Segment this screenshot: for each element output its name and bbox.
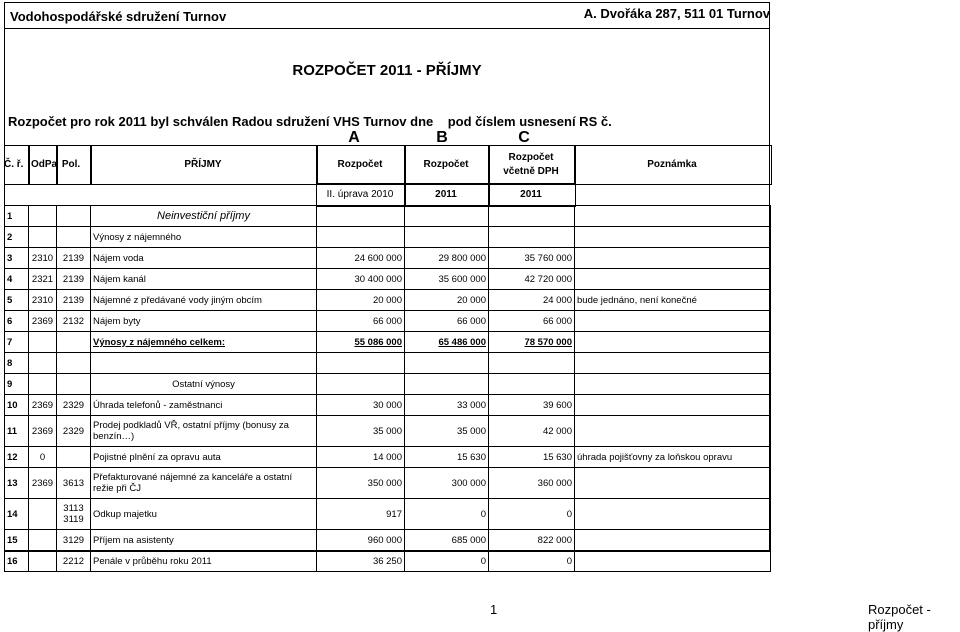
note-cell: úhrada pojišťovny za loňskou opravu [575,447,771,468]
amount-c-cell: 39 600 [489,395,575,416]
table-row [5,248,771,269]
item-name-cell: Nájem kanál [91,269,317,290]
row-number-cell: 10 [5,395,29,416]
amount-a-cell [317,374,405,395]
column-letter-a: A [348,129,360,146]
amount-a-cell: 30 400 000 [317,269,405,290]
odpa-cell: 2369 [29,395,57,416]
amount-c-cell: 42 720 000 [489,269,575,290]
item-name-cell: Nájem voda [91,248,317,269]
amount-b-cell: 15 630 [405,447,489,468]
amount-a-cell: 30 000 [317,395,405,416]
pol-cell [57,374,91,395]
header-note: Poznámka [647,159,697,170]
amount-c-cell: 15 630 [489,447,575,468]
amount-b-cell [405,206,489,227]
note-cell [575,227,771,248]
table-row [5,416,771,447]
note-cell [575,206,771,227]
table-row [5,353,771,374]
header-b-sub: 2011 [435,189,457,200]
amount-a-cell: 960 000 [317,530,405,551]
header-c-sub: 2011 [520,189,542,200]
amount-b-cell: 685 000 [405,530,489,551]
table-row [5,499,771,530]
note-cell [575,311,771,332]
item-name-cell: Výnosy z nájemného celkem: [91,332,317,353]
header-divider [4,28,770,29]
odpa-cell [29,530,57,551]
amount-c-cell: 66 000 [489,311,575,332]
pol-cell: 3113 3119 [57,499,91,530]
amount-b-cell: 29 800 000 [405,248,489,269]
column-header [4,145,770,205]
header-c-label: Rozpočet včetně DPH [503,152,559,177]
amount-c-cell: 24 000 [489,290,575,311]
odpa-cell [29,353,57,374]
amount-b-cell [405,227,489,248]
item-name-cell: Nájemné z předávané vody jiným obcím [91,290,317,311]
item-name-cell: Výnosy z nájemného [91,227,317,248]
item-name-cell: Úhrada telefonů - zaměstnanci [91,395,317,416]
item-name-cell [91,353,317,374]
page-title: ROZPOČET 2011 - PŘÍJMY [292,62,482,79]
amount-b-cell [405,374,489,395]
note-cell [575,416,771,447]
amount-b-cell: 66 000 [405,311,489,332]
table-row [5,374,771,395]
header-cr: Č. ř. [4,159,24,170]
amount-c-cell [489,374,575,395]
item-name-cell: Přefakturované nájemné za kanceláře a ostatní režie při ČJ [91,468,317,499]
amount-a-cell: 36 250 [317,551,405,572]
pol-cell: 2212 [57,551,91,572]
header-odpa: OdPa [30,159,58,170]
note-cell [575,395,771,416]
note-cell [575,269,771,290]
row-number-cell: 12 [5,447,29,468]
amount-a-cell: 14 000 [317,447,405,468]
amount-b-cell [405,353,489,374]
amount-a-cell [317,206,405,227]
header-pol: Pol. [61,159,81,170]
column-letter-c: C [518,129,530,146]
table-row [5,269,771,290]
table-row [5,332,771,353]
item-name-cell: Neinvestiční příjmy [91,206,317,227]
odpa-cell: 0 [29,447,57,468]
amount-c-cell: 0 [489,499,575,530]
row-number-cell: 6 [5,311,29,332]
amount-c-cell: 35 760 000 [489,248,575,269]
note-cell [575,248,771,269]
odpa-cell [29,206,57,227]
row-number-cell: 15 [5,530,29,551]
table-row [5,227,771,248]
pol-cell: 3613 [57,468,91,499]
amount-c-cell: 78 570 000 [489,332,575,353]
pol-cell: 2139 [57,269,91,290]
amount-a-cell [317,353,405,374]
note-cell [575,551,771,572]
amount-a-cell [317,227,405,248]
item-name-cell: Odkup majetku [91,499,317,530]
item-name-cell: Příjem na asistenty [91,530,317,551]
amount-a-cell: 55 086 000 [317,332,405,353]
amount-c-cell: 0 [489,551,575,572]
amount-c-cell: 42 000 [489,416,575,447]
amount-a-cell: 20 000 [317,290,405,311]
table-row [5,468,771,499]
row-number-cell: 14 [5,499,29,530]
odpa-cell: 2369 [29,311,57,332]
item-name-cell: Penále v průběhu roku 2011 [91,551,317,572]
header-a-label: Rozpočet [337,159,383,170]
amount-b-cell: 65 486 000 [405,332,489,353]
row-number-cell: 8 [5,353,29,374]
amount-a-cell: 66 000 [317,311,405,332]
approval-note: Rozpočet pro rok 2011 byl schválen Radou sdružení VHS Turnov dne pod číslem usnesení RS č. [8,114,612,129]
row-number-cell: 3 [5,248,29,269]
table-row [5,206,771,227]
note-cell [575,374,771,395]
pol-cell [57,447,91,468]
amount-c-cell [489,227,575,248]
odpa-cell [29,499,57,530]
table-row [5,290,771,311]
amount-b-cell: 35 600 000 [405,269,489,290]
odpa-cell: 2310 [29,248,57,269]
row-number-cell: 7 [5,332,29,353]
amount-b-cell: 300 000 [405,468,489,499]
item-name-cell: Prodej podkladů VŘ, ostatní příjmy (bonusy za benzín…) [91,416,317,447]
organization-name: Vodohospodářské sdružení Turnov [10,9,227,24]
row-number-cell: 13 [5,468,29,499]
odpa-cell: 2369 [29,416,57,447]
amount-b-cell: 0 [405,551,489,572]
amount-a-cell: 24 600 000 [317,248,405,269]
row-number-cell: 2 [5,227,29,248]
row-number-cell: 9 [5,374,29,395]
item-name-cell: Ostatní výnosy [91,374,317,395]
amount-c-cell [489,206,575,227]
amount-b-cell: 0 [405,499,489,530]
odpa-cell [29,374,57,395]
header-b-label: Rozpočet [423,159,469,170]
pol-cell [57,332,91,353]
odpa-cell [29,551,57,572]
column-letter-b: B [436,129,448,146]
amount-c-cell [489,353,575,374]
pol-cell: 2139 [57,290,91,311]
pol-cell: 2329 [57,416,91,447]
table-row [5,447,771,468]
sheet-name: Rozpočet - příjmy [868,602,931,632]
amount-b-cell: 20 000 [405,290,489,311]
page-number: 1 [490,602,498,617]
pol-cell: 2329 [57,395,91,416]
amount-a-cell: 917 [317,499,405,530]
amount-c-cell: 360 000 [489,468,575,499]
note-cell [575,468,771,499]
revenue-table [4,205,771,572]
row-number-cell: 16 [5,551,29,572]
row-number-cell: 1 [5,206,29,227]
odpa-cell: 2369 [29,468,57,499]
odpa-cell: 2310 [29,290,57,311]
odpa-cell: 2321 [29,269,57,290]
row-number-cell: 5 [5,290,29,311]
amount-c-cell: 822 000 [489,530,575,551]
note-cell [575,499,771,530]
note-cell: bude jednáno, není konečné [575,290,771,311]
note-cell [575,530,771,551]
amount-a-cell: 350 000 [317,468,405,499]
header-prijmy: PŘÍJMY [184,159,222,170]
pol-cell: 2139 [57,248,91,269]
amount-b-cell: 35 000 [405,416,489,447]
pol-cell: 3129 [57,530,91,551]
row-number-cell: 11 [5,416,29,447]
header-a-sub: II. úprava 2010 [326,189,394,200]
table-row [5,395,771,416]
table-row [5,311,771,332]
pol-cell [57,227,91,248]
amount-b-cell: 33 000 [405,395,489,416]
item-name-cell: Nájem byty [91,311,317,332]
table-row [5,530,771,551]
amount-a-cell: 35 000 [317,416,405,447]
odpa-cell [29,332,57,353]
organization-address: A. Dvořáka 287, 511 01 Turnov [583,6,770,21]
pol-cell [57,353,91,374]
item-name-cell: Pojistné plnění za opravu auta [91,447,317,468]
table-row [5,551,771,572]
odpa-cell [29,227,57,248]
pol-cell [57,206,91,227]
note-cell [575,353,771,374]
pol-cell: 2132 [57,311,91,332]
row-number-cell: 4 [5,269,29,290]
note-cell [575,332,771,353]
